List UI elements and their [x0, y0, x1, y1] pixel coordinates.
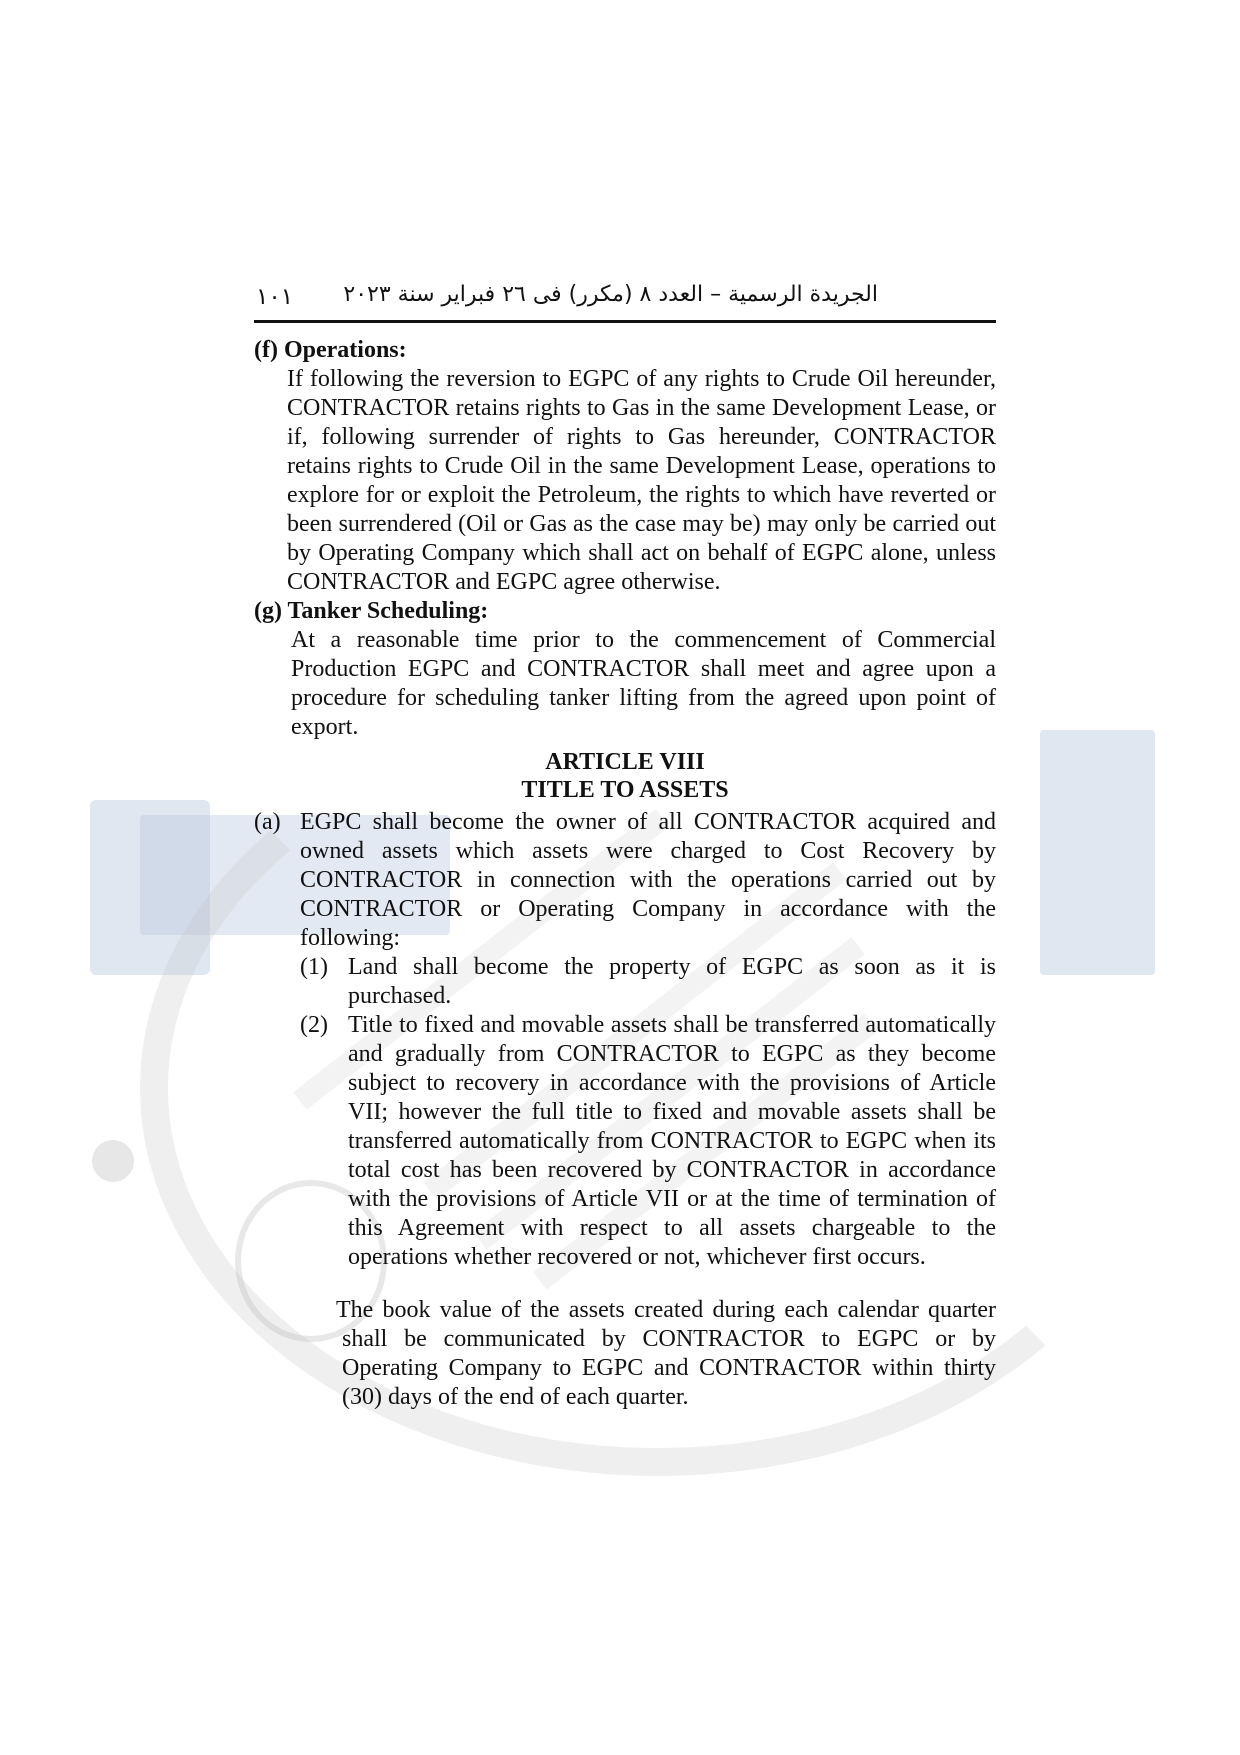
page-header [254, 280, 996, 323]
page-number: ١٠١ [256, 284, 294, 310]
book-value-paragraph: The book value of the assets created during each calendar quarter shall be communicated by CONTRACTOR to EGPC or by Operating Company to EGPC and CONTRACTOR within thirty (30) days of the end of each quarter. [336, 1297, 996, 1410]
gazette-header-title: الجريدة الرسمية – العدد ٨ (مكرر) فى ٢٦ فبراير سنة ٢٠٢٣ [343, 282, 878, 307]
clause-label: (a) [254, 809, 281, 835]
clause-text: EGPC shall become the owner of all CONTRACTOR acquired and owned assets which assets were charged to Cost Recovery by CONTRACTOR in connection with the operations carried out by CONTRACTOR or Operating Company in accordance with the following: [300, 809, 996, 951]
sub-clause-label: (2) [300, 1012, 328, 1038]
sub-clause-text: Title to fixed and movable assets shall be transferred automatically and gradually from CONTRACTOR to EGPC as they become subject to recovery in accordance with the provisions of Article VII; however the full title to fixed and movable assets shall be transferred automatically from CONTRACTOR to EGPC when its total cost has been recovered by CONTRACTOR in accordance with the provisions of Article VII or at the time of termination of this Agreement with respect to all assets chargeable to the operations whether recovered or not, whichever first occurs. [348, 1012, 996, 1270]
section-g-heading: (g) Tanker Scheduling: [254, 598, 489, 624]
watermark-shape [1040, 730, 1155, 975]
section-f-body: If following the reversion to EGPC of any rights to Crude Oil hereunder, CONTRACTOR retains rights to Gas in the same Development Lease, or if, following surrender of rights to Gas hereunder, CONTRACTOR retains rights to Crude Oil in the same Development Lease, operations to explore for or exploit the Petroleum, the rights to which have reverted or been surrendered (Oil or Gas as the case may be) may only be carried out by Operating Company which shall act on behalf of EGPC alone, unless CONTRACTOR and EGPC agree otherwise. [287, 366, 996, 595]
sub-clause-1 [300, 953, 996, 1011]
document-page [254, 280, 996, 1436]
article-heading [254, 748, 996, 804]
section-f-heading: (f) Operations: [254, 337, 407, 363]
article-number: ARTICLE VIII [545, 749, 705, 775]
document-body [254, 336, 996, 1412]
sub-clause-text: Land shall become the property of EGPC as soon as it is purchased. [348, 954, 996, 1009]
sub-clause-label: (1) [300, 954, 328, 980]
watermark-dot [92, 1140, 134, 1182]
sub-clause-2 [300, 1011, 996, 1272]
article-title: TITLE TO ASSETS [521, 777, 729, 803]
section-g-body: At a reasonable time prior to the commencement of Commercial Production EGPC and CONTRACTOR shall meet and agree upon a procedure for scheduling tanker lifting from the agreed upon point of export. [291, 627, 996, 740]
clause-a [254, 808, 996, 953]
watermark-shape [90, 800, 210, 975]
